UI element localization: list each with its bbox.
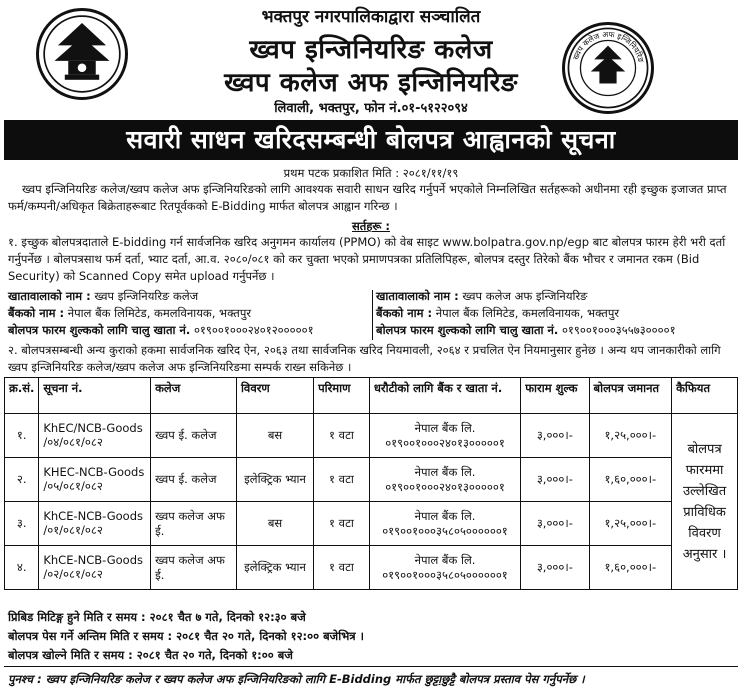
cell-college: ख्वप ई. कलेज	[151, 414, 237, 458]
bid-opening: बोलपत्र खोल्ने मिति र समय : २०८१ चैत २० गते, दिनको १:०० बजे	[8, 648, 293, 662]
account-block-2	[376, 288, 676, 339]
table-header-row	[5, 378, 738, 414]
cell-bank-account	[369, 502, 520, 546]
cell-quantity: १ वटा	[314, 502, 370, 546]
condition-1: १. इच्छुक बोलपत्रदाताले E-bidding गर्न सार्वजनिक खरिद अनुगमन कार्यालय (PPMO) को वेब साइट www.bolpatra.gov.np/egp बाट बोलपत्र फारम हेरी भरी दर्ता गर्नुपर्नेछ । बोलपत्रसाथ फर्म दर्ता, भ्याट दर्ता, आ.व. २०८०/०८१ को कर चुक्ता भएको प्रमाणपत्रका प्रतिलिपिहरू, बोलपत्र दस्तुर तिरेको बैंक भौचर र जमानत रकम (Bid Security) को Scanned Copy समेत upload गर्नुपर्नेछ ।	[8, 235, 726, 283]
address-phone: लिवाली, भक्तपुर, फोन नं.०१-५१२२०९४	[274, 101, 468, 116]
account-number: ०१९००१०००३५८०५००००००१	[382, 523, 508, 538]
note-highlight: छुट्टाछुट्टै	[424, 672, 455, 686]
cell-quantity: १ वटा	[314, 458, 370, 502]
cell-description: बस	[236, 502, 313, 546]
cell-notice-no: KHEC-NCB-Goods /०५/०८१/०८२	[39, 458, 151, 502]
bank-name: नेपाल बैंक लि.	[414, 552, 476, 567]
cell-bid-bond: १,६०,०००।-	[589, 546, 672, 590]
account-number: ०१९००१०००२४०१२०००००१	[193, 323, 314, 337]
bank-name: नेपाल बैंक लि.	[414, 420, 476, 435]
cell-bid-bond: १,६०,०००।-	[589, 458, 672, 502]
cell-sn: १.	[5, 414, 39, 458]
cell-bank-account	[369, 546, 520, 590]
cell-bid-bond: १,२५,०००।-	[589, 502, 672, 546]
college-name-1: ख्वप इन्जिनियरिङ कलेज	[249, 35, 493, 65]
col-remarks: कैफियत	[672, 378, 738, 414]
college-name-2: ख्वप कलेज अफ इन्जिनियरिङ	[224, 68, 518, 98]
header	[0, 0, 742, 118]
cell-sn: ४.	[5, 546, 39, 590]
account-divider	[372, 290, 373, 340]
intro-paragraph: ख्वप इन्जिनियरिङ कलेज/ख्वप कलेज अफ इन्जिनियरिङको लागि आवश्यक सवारी साधन खरिद गर्नुपर्ने भएकोले निम्नलिखित सर्तहरूको अधीनमा रही इच्छुक इजाजत प्राप्त फर्म/कम्पनी/अधिकृत बिक्रेताहरूबाट रितपूर्वकको E-Bidding मार्फत बोलपत्र आह्वान गरिन्छ ।	[8, 182, 727, 213]
cell-remarks: बोलपत्र फारममा उल्लेखित प्राविधिक विवरण अनुसार ।	[672, 414, 738, 590]
cell-sn: ३.	[5, 502, 39, 546]
holder-label: खातावालाको नाम :	[376, 289, 459, 303]
holder-name: ख्वप इन्जिनियरिङ कलेज	[94, 289, 199, 303]
col-sn: क्र.सं.	[5, 378, 39, 414]
condition-2: २. बोलपत्रसम्बन्धी अन्य कुराको हकमा सार्वजनिक खरिद ऐन, २०६३ तथा सार्वजनिक खरिद नियमावली, २०६४ र प्रचलित ऐन नियमानुसार हुनेछ । अन्य थप जानकारीको लागि ख्वप इन्जिनियरिङ कलेज/ख्वप कलेज अफ इन्जिनियरिङमा सम्पर्क राख्न सकिनेछ ।	[8, 343, 721, 374]
bid-table	[4, 377, 738, 590]
cell-description: इलेक्ट्रिक भ्यान	[236, 546, 313, 590]
cell-description: बस	[236, 414, 313, 458]
holder-label: खातावालाको नाम :	[8, 289, 91, 303]
cell-college: ख्वप कलेज अफ ई.	[151, 502, 237, 546]
holder-name: ख्वप कलेज अफ इन्जिनियरिङ	[462, 289, 588, 303]
header-subtitle: भक्तपुर नगरपालिकाद्वारा सञ्चालित	[261, 7, 481, 27]
bank-name: नेपाल बैंक लिमिटेड, कमलविनायक, भक्तपुर	[435, 306, 620, 320]
note-suffix: बोलपत्र प्रस्ताव पेस गर्नुपर्नेछ ।	[454, 672, 585, 686]
cell-bid-bond: १,२५,०००।-	[589, 414, 672, 458]
account-number: ०१९००१०००२४०१३०००००१	[385, 479, 505, 494]
account-label: बोलपत्र फारम शुल्कको लागि चालु खाता नं.	[8, 323, 191, 337]
cell-bank-account	[369, 458, 520, 502]
account-details	[8, 288, 734, 342]
college-logo-right	[562, 22, 654, 114]
submission-deadline: बोलपत्र पेस गर्ने अन्तिम मिति र समय : २०८१ चैत २० गते, दिनको १२:०० बजेभित्र ।	[8, 629, 364, 643]
bank-label: बैंकको नाम :	[8, 306, 65, 320]
publish-date: प्रथम पटक प्रकाशित मिति : २०८१/११/१९	[283, 166, 459, 180]
conditions-title: सर्तहरू :	[352, 219, 390, 233]
table-row	[5, 458, 738, 502]
pagoda-seal-icon	[565, 25, 651, 111]
table-row	[5, 414, 738, 458]
notice-banner: सवारी साधन खरिदसम्बन्धी बोलपत्र आह्वानको सूचना	[4, 120, 738, 160]
bank-name: नेपाल बैंक लि.	[414, 508, 476, 523]
cell-description: इलेक्ट्रिक भ्यान	[236, 458, 313, 502]
prebid-meeting: प्रिबिड मिटिङ्ग हुने मिति र समय : २०८१ चैत ७ गते, दिनको १२:३० बजे	[8, 610, 306, 624]
account-label: बोलपत्र फारम शुल्कको लागि चालु खाता नं.	[376, 323, 559, 337]
account-number: ०१९००१०००३५५७३००००१	[561, 323, 676, 337]
note-prefix: पुनश्च : ख्वप इन्जिनियरिङ कलेज र ख्वप कलेज अफ इन्जिनियरिङको लागि E-Bidding मार्फत	[8, 672, 425, 686]
postscript-note	[8, 672, 585, 687]
cell-form-fee: ३,०००।-	[521, 458, 589, 502]
cell-form-fee: ३,०००।-	[521, 414, 589, 458]
cell-quantity: १ वटा	[314, 414, 370, 458]
cell-notice-no: KhCE-NCB-Goods /०१/०८१/०८२	[39, 502, 151, 546]
cell-notice-no: KhCE-NCB-Goods /०२/०८१/०८२	[39, 546, 151, 590]
table-row	[5, 502, 738, 546]
col-bank-account: धरौटीको लागि बैंक र खाता नं.	[369, 378, 520, 414]
col-notice-no: सूचना नं.	[39, 378, 151, 414]
cell-form-fee: ३,०००।-	[521, 546, 589, 590]
cell-college: ख्वप ई. कलेज	[151, 458, 237, 502]
bank-name: नेपाल बैंक लि.	[414, 464, 476, 479]
col-bid-bond: बोलपत्र जमानत	[589, 378, 672, 414]
cell-sn: २.	[5, 458, 39, 502]
cell-bank-account	[369, 414, 520, 458]
account-number: ०१९००१०००३५८०५००००००१	[382, 567, 508, 582]
cell-notice-no: KhEC/NCB-Goods /०४/०८१/०८२	[39, 414, 151, 458]
account-block-1	[8, 288, 314, 339]
cell-form-fee: ३,०००।-	[521, 502, 589, 546]
account-number: ०१९००१०००२४०१३०००००१	[385, 435, 505, 450]
seal-text: ख्वप कलेज अफ इन्जिनियरिङ	[571, 29, 646, 64]
col-form-fee: फाराम शुल्क	[521, 378, 589, 414]
cell-quantity: १ वटा	[314, 546, 370, 590]
col-description: विवरण	[236, 378, 313, 414]
col-college: कलेज	[151, 378, 237, 414]
bank-label: बैंकको नाम :	[376, 306, 433, 320]
col-quantity: परिमाण	[314, 378, 370, 414]
cell-college: ख्वप कलेज अफ ई.	[151, 546, 237, 590]
footer-divider	[4, 666, 738, 667]
table-row	[5, 546, 738, 590]
bank-name: नेपाल बैंक लिमिटेड, कमलविनायक, भक्तपुर	[67, 306, 252, 320]
